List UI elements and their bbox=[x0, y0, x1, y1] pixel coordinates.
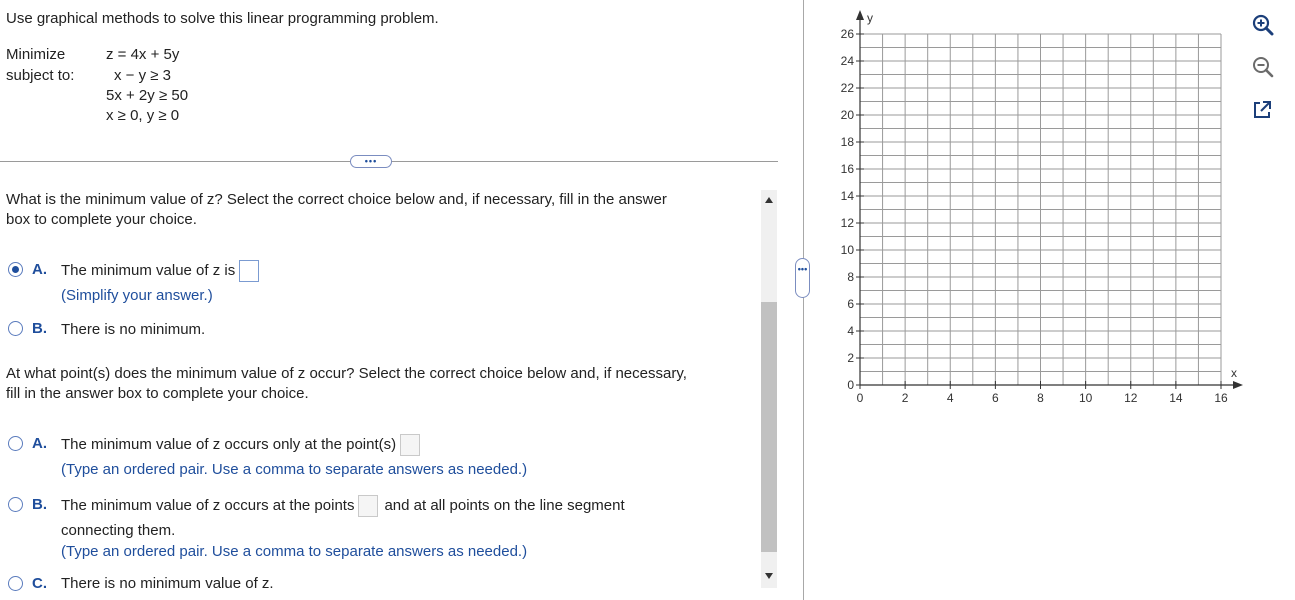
graph[interactable] bbox=[815, 8, 1245, 413]
q2-choice-b-line2: connecting them. bbox=[61, 522, 176, 539]
y-tick-label: 18 bbox=[840, 135, 854, 149]
y-tick-label: 4 bbox=[847, 324, 854, 338]
y-tick-label: 26 bbox=[840, 27, 854, 41]
y-tick-label: 20 bbox=[840, 108, 854, 122]
q2-prompt-line1: At what point(s) does the minimum value of z occur? Select the correct choice below and, if necessary, bbox=[6, 365, 687, 382]
q2-a-answer-box[interactable] bbox=[400, 434, 420, 456]
q1-choice-a-radio[interactable] bbox=[8, 262, 23, 277]
y-tick-label: 24 bbox=[840, 54, 854, 68]
q2-choice-b-letter: B. bbox=[32, 496, 47, 513]
q1-choice-b-radio[interactable] bbox=[8, 321, 23, 336]
scroll-up-arrow-icon[interactable] bbox=[763, 196, 775, 204]
y-axis-label: y bbox=[867, 11, 873, 25]
y-tick-label: 22 bbox=[840, 81, 854, 95]
q2-choice-c-radio[interactable] bbox=[8, 576, 23, 591]
objective-function: z = 4x + 5y bbox=[106, 46, 180, 63]
q2-choice-a-hint: (Type an ordered pair. Use a comma to separate answers as needed.) bbox=[61, 461, 528, 478]
problem-intro: Use graphical methods to solve this linear programming problem. bbox=[6, 10, 439, 27]
x-tick-label: 16 bbox=[1214, 391, 1228, 405]
popout-icon[interactable] bbox=[1249, 96, 1277, 124]
q1-choice-b-text: There is no minimum. bbox=[61, 321, 206, 338]
expand-ellipsis-button[interactable]: ••• bbox=[350, 155, 392, 168]
x-axis-arrow-icon bbox=[1233, 381, 1243, 389]
q2-choice-c-text: There is no minimum value of z. bbox=[61, 575, 274, 592]
x-tick-label: 6 bbox=[992, 391, 999, 405]
q2-choice-b-text: The minimum value of z occurs at the points bbox=[61, 496, 355, 514]
minimize-label: Minimize bbox=[6, 46, 66, 63]
q2-choice-b-radio[interactable] bbox=[8, 497, 23, 512]
zoom-in-icon[interactable] bbox=[1249, 11, 1277, 39]
scrollbar-thumb[interactable] bbox=[761, 302, 777, 552]
y-tick-label: 2 bbox=[847, 351, 854, 365]
q1-choice-a-letter: A. bbox=[32, 261, 47, 278]
q2-choice-a bbox=[61, 434, 420, 456]
q2-choice-b-hint: (Type an ordered pair. Use a comma to separate answers as needed.) bbox=[61, 543, 528, 560]
q1-choice-a-hint: (Simplify your answer.) bbox=[61, 287, 213, 304]
x-tick-label: 0 bbox=[856, 391, 864, 405]
y-tick-label: 10 bbox=[840, 243, 854, 257]
q1-choice-b-letter: B. bbox=[32, 320, 47, 337]
q2-choice-c-letter: C. bbox=[32, 575, 47, 592]
x-tick-label: 4 bbox=[946, 391, 954, 405]
q1-prompt-line1: What is the minimum value of z? Select the correct choice below and, if necessary, fill in the answer bbox=[6, 191, 667, 208]
zoom-out-icon[interactable] bbox=[1249, 53, 1277, 81]
q1-prompt-line2: box to complete your choice. bbox=[6, 211, 197, 228]
y-tick-label: 0 bbox=[847, 378, 854, 392]
x-tick-label: 12 bbox=[1124, 391, 1138, 405]
q2-choice-b bbox=[61, 495, 625, 517]
q2-b-answer-box[interactable] bbox=[358, 495, 378, 517]
x-tick-label: 2 bbox=[901, 391, 909, 405]
constraint-3: x ≥ 0, y ≥ 0 bbox=[106, 107, 180, 124]
subject-to-label: subject to: bbox=[6, 67, 75, 84]
q1-choice-a bbox=[61, 260, 259, 282]
q2-choice-a-text: The minimum value of z occurs only at the point(s) bbox=[61, 435, 397, 453]
q1-answer-box[interactable] bbox=[239, 260, 259, 282]
q2-prompt-line2: fill in the answer box to complete your choice. bbox=[6, 385, 309, 402]
x-tick-label: 8 bbox=[1037, 391, 1044, 405]
y-axis-arrow-icon bbox=[856, 10, 864, 20]
constraint-2: 5x + 2y ≥ 50 bbox=[106, 87, 189, 104]
q2-choice-a-letter: A. bbox=[32, 435, 47, 452]
x-tick-label: 14 bbox=[1169, 391, 1183, 405]
q1-choice-a-text: The minimum value of z is bbox=[61, 261, 236, 279]
y-tick-label: 16 bbox=[840, 162, 854, 176]
pane-splitter bbox=[803, 0, 804, 600]
q2-choice-a-radio[interactable] bbox=[8, 436, 23, 451]
q2-choice-b-text-after: and at all points on the line segment bbox=[384, 496, 625, 514]
constraint-1: x − y ≥ 3 bbox=[114, 67, 172, 84]
splitter-handle[interactable]: ••• bbox=[795, 258, 810, 298]
y-tick-label: 8 bbox=[847, 270, 854, 284]
x-axis-label: x bbox=[1231, 366, 1237, 380]
scroll-down-arrow-icon[interactable] bbox=[763, 572, 775, 580]
y-tick-label: 12 bbox=[840, 216, 854, 230]
y-tick-label: 14 bbox=[840, 189, 854, 203]
x-tick-label: 10 bbox=[1078, 391, 1093, 405]
y-tick-label: 6 bbox=[847, 297, 854, 311]
